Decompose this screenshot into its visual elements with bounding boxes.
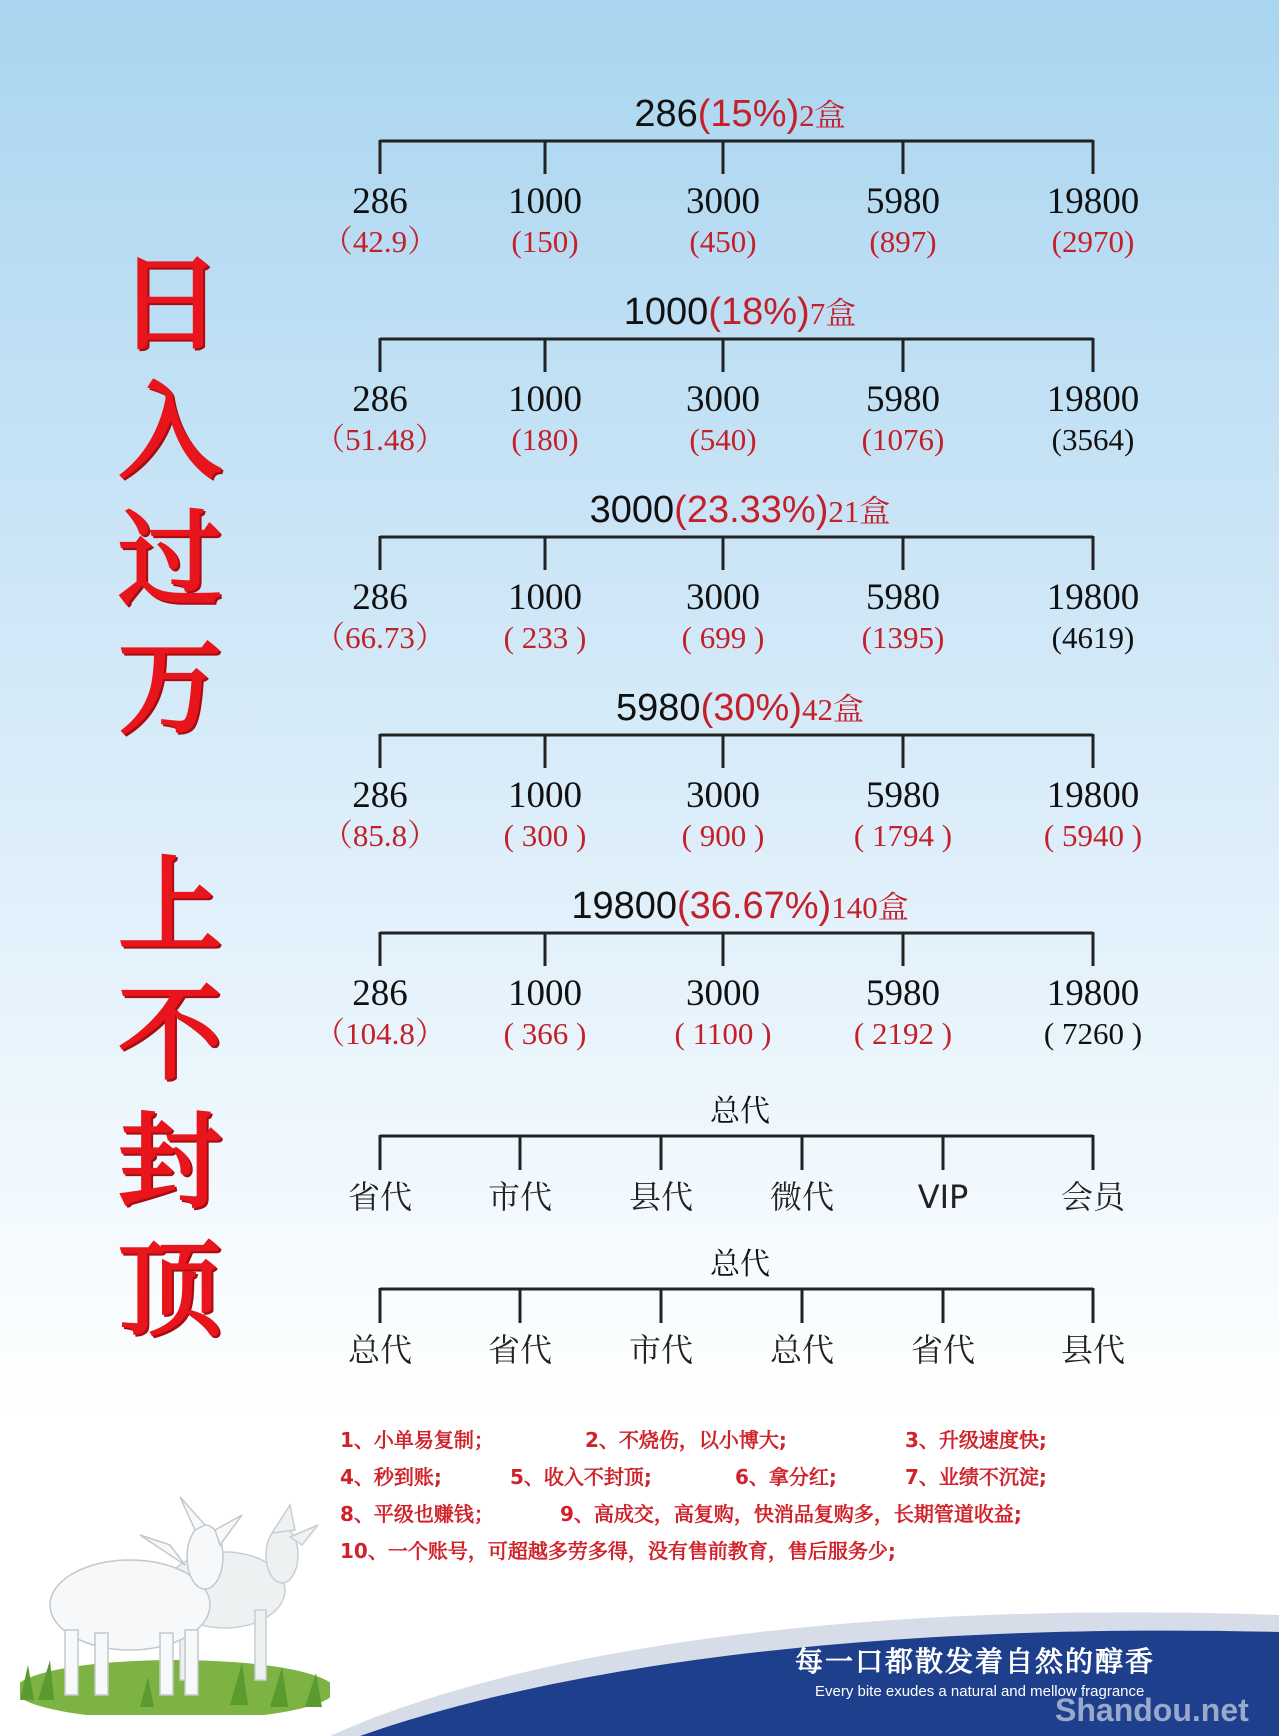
tier-percent: (36.67%) <box>676 885 832 927</box>
column-amount: 3000 <box>686 181 760 222</box>
commission-tier <box>300 686 1180 876</box>
tier-boxes: 140盒 <box>831 890 909 925</box>
benefit-item: 5、收入不封顶; <box>510 1465 652 1489</box>
column-commission: ( 900 ) <box>681 818 765 853</box>
hierarchy-level: 市代 <box>487 1178 552 1216</box>
benefit-item: 6、拿分红; <box>735 1465 837 1489</box>
tier-column <box>1008 974 1178 1054</box>
hierarchy-head: 总代 <box>710 1247 770 1282</box>
tier-column <box>818 182 988 262</box>
vertical-slogan <box>95 240 245 1354</box>
benefit-row <box>340 1459 1200 1496</box>
column-commission: ( 366 ) <box>503 1016 587 1051</box>
hierarchy-level: 总代 <box>769 1331 834 1369</box>
column-amount: 19800 <box>1046 181 1140 222</box>
hierarchy-bracket <box>300 1092 1180 1182</box>
benefit-item: 4、秒到账; <box>340 1465 442 1489</box>
column-amount: 3000 <box>686 775 760 816</box>
tier-amount: 1000 <box>623 291 709 333</box>
column-commission: ( 233 ) <box>503 620 587 655</box>
tier-column <box>460 776 630 856</box>
agent-hierarchy <box>300 1092 1180 1222</box>
bottom-slogan: 每一口都散发着自然的醇香 <box>795 1645 1156 1678</box>
column-amount: 5980 <box>866 379 940 420</box>
hierarchy-level: 县代 <box>628 1178 693 1216</box>
column-commission: （104.8） <box>314 1016 446 1051</box>
tier-bracket <box>300 92 1180 182</box>
column-commission: ( 5940 ) <box>1043 818 1143 853</box>
tier-boxes: 7盒 <box>809 296 857 331</box>
tier-column <box>1008 578 1178 658</box>
tier-percent: (18%) <box>708 291 810 333</box>
commission-tier <box>300 488 1180 678</box>
column-amount: 3000 <box>686 973 760 1014</box>
slogan-char: 顶 <box>117 1228 222 1351</box>
column-amount: 5980 <box>866 973 940 1014</box>
benefit-item: 2、不烧伤，以小博大; <box>585 1428 787 1452</box>
tier-column <box>638 380 808 460</box>
benefit-item: 9、高成交，高复购，快消品复购多，长期管道收益; <box>560 1502 1022 1526</box>
column-amount: 286 <box>352 379 408 420</box>
column-commission: (2970) <box>1051 224 1135 259</box>
column-commission: (4619) <box>1051 620 1135 655</box>
tier-column <box>638 974 808 1054</box>
benefit-item: 7、业绩不沉淀; <box>905 1465 1047 1489</box>
slogan-char: 入 <box>117 370 222 493</box>
column-amount: 19800 <box>1046 577 1140 618</box>
column-commission: ( 2192 ) <box>853 1016 953 1051</box>
hierarchy-level: VIP <box>917 1178 969 1216</box>
tier-amount: 19800 <box>571 885 677 927</box>
commission-tier <box>300 92 1180 282</box>
tier-column <box>638 182 808 262</box>
tier-amount: 286 <box>634 93 698 135</box>
column-amount: 5980 <box>866 775 940 816</box>
column-amount: 1000 <box>508 775 582 816</box>
column-commission: ( 699 ) <box>681 620 765 655</box>
hierarchy-level: 会员 <box>1060 1178 1125 1216</box>
hierarchy-level: 省代 <box>487 1331 552 1369</box>
column-commission: ( 1794 ) <box>853 818 953 853</box>
hierarchy-level: 市代 <box>628 1331 693 1369</box>
column-commission: (1395) <box>861 620 945 655</box>
column-amount: 19800 <box>1046 973 1140 1014</box>
hierarchy-level: 总代 <box>347 1331 412 1369</box>
slogan-char: 上 <box>117 844 222 967</box>
column-amount: 3000 <box>686 379 760 420</box>
bottom-slogan-english: Every bite exudes a natural and mellow fragrance <box>815 1683 1145 1700</box>
column-amount: 1000 <box>508 379 582 420</box>
tier-column <box>818 380 988 460</box>
tier-column <box>460 974 630 1054</box>
tier-bracket <box>300 290 1180 380</box>
tier-column <box>295 380 465 460</box>
hierarchy-level: 县代 <box>1060 1331 1125 1369</box>
column-commission: ( 1100 ) <box>674 1016 772 1051</box>
tier-bracket <box>300 488 1180 578</box>
hierarchy-bracket <box>300 1245 1180 1335</box>
column-amount: 5980 <box>866 577 940 618</box>
tier-column <box>1008 182 1178 262</box>
column-amount: 286 <box>352 775 408 816</box>
benefit-item: 3、升级速度快; <box>905 1428 1047 1452</box>
benefit-item: 10、一个账号，可超越多劳多得，没有售前教育，售后服务少; <box>340 1539 896 1563</box>
tier-column <box>295 182 465 262</box>
column-commission: (3564) <box>1051 422 1135 457</box>
benefit-item: 8、平级也赚钱； <box>340 1502 494 1526</box>
tier-column <box>638 776 808 856</box>
tier-amount: 5980 <box>616 687 701 729</box>
tier-column <box>818 776 988 856</box>
column-commission: ( 300 ) <box>503 818 587 853</box>
watermark: Shandou.net <box>1055 1692 1249 1728</box>
benefits-list <box>340 1422 1200 1570</box>
agent-hierarchy <box>300 1245 1180 1375</box>
column-amount: 19800 <box>1046 379 1140 420</box>
column-amount: 1000 <box>508 973 582 1014</box>
column-amount: 19800 <box>1046 775 1140 816</box>
tier-bracket <box>300 686 1180 776</box>
slogan-char: 万 <box>117 626 222 749</box>
tier-column <box>1008 776 1178 856</box>
benefit-item: 1、小单易复制； <box>340 1428 494 1452</box>
column-commission: ( 7260 ) <box>1043 1016 1143 1051</box>
tier-column <box>295 578 465 658</box>
commission-tier <box>300 290 1180 480</box>
column-commission: (180) <box>511 422 579 457</box>
slogan-char: 过 <box>117 498 222 621</box>
tier-percent: (23.33%) <box>674 489 829 531</box>
tier-column <box>460 578 630 658</box>
tier-boxes: 42盒 <box>801 692 864 727</box>
column-amount: 1000 <box>508 577 582 618</box>
tier-column <box>460 182 630 262</box>
tier-column <box>1008 380 1178 460</box>
column-commission: （85.8） <box>321 818 439 853</box>
column-amount: 1000 <box>508 181 582 222</box>
tier-column <box>295 776 465 856</box>
column-amount: 5980 <box>866 181 940 222</box>
commission-tier <box>300 884 1180 1074</box>
column-commission: （51.48） <box>314 422 446 457</box>
column-commission: （66.73） <box>314 620 446 655</box>
tier-boxes: 21盒 <box>828 494 891 529</box>
slogan-char: 封 <box>117 1100 222 1223</box>
column-commission: (897) <box>869 224 937 259</box>
slogan-char: 不 <box>117 972 222 1095</box>
column-amount: 286 <box>352 181 408 222</box>
column-amount: 3000 <box>686 577 760 618</box>
slogan-char: 日 <box>117 242 222 365</box>
column-commission: （42.9） <box>321 224 439 259</box>
column-commission: (1076) <box>861 422 945 457</box>
hierarchy-level: 省代 <box>347 1178 412 1216</box>
benefit-row <box>340 1496 1200 1533</box>
tier-percent: (30%) <box>700 687 802 729</box>
tier-column <box>638 578 808 658</box>
tier-column <box>818 974 988 1054</box>
tier-column <box>460 380 630 460</box>
column-commission: (450) <box>689 224 757 259</box>
benefit-row <box>340 1422 1200 1459</box>
tier-boxes: 2盒 <box>799 98 846 133</box>
tier-bracket <box>300 884 1180 974</box>
column-commission: (150) <box>511 224 579 259</box>
hierarchy-level: 省代 <box>910 1331 975 1369</box>
tier-column <box>818 578 988 658</box>
tier-amount: 3000 <box>589 489 675 531</box>
column-amount: 286 <box>352 973 408 1014</box>
column-commission: (540) <box>689 422 757 457</box>
tier-column <box>295 974 465 1054</box>
hierarchy-head: 总代 <box>710 1094 770 1129</box>
column-amount: 286 <box>352 577 408 618</box>
tier-percent: (15%) <box>697 93 800 135</box>
hierarchy-level: 微代 <box>769 1178 834 1216</box>
